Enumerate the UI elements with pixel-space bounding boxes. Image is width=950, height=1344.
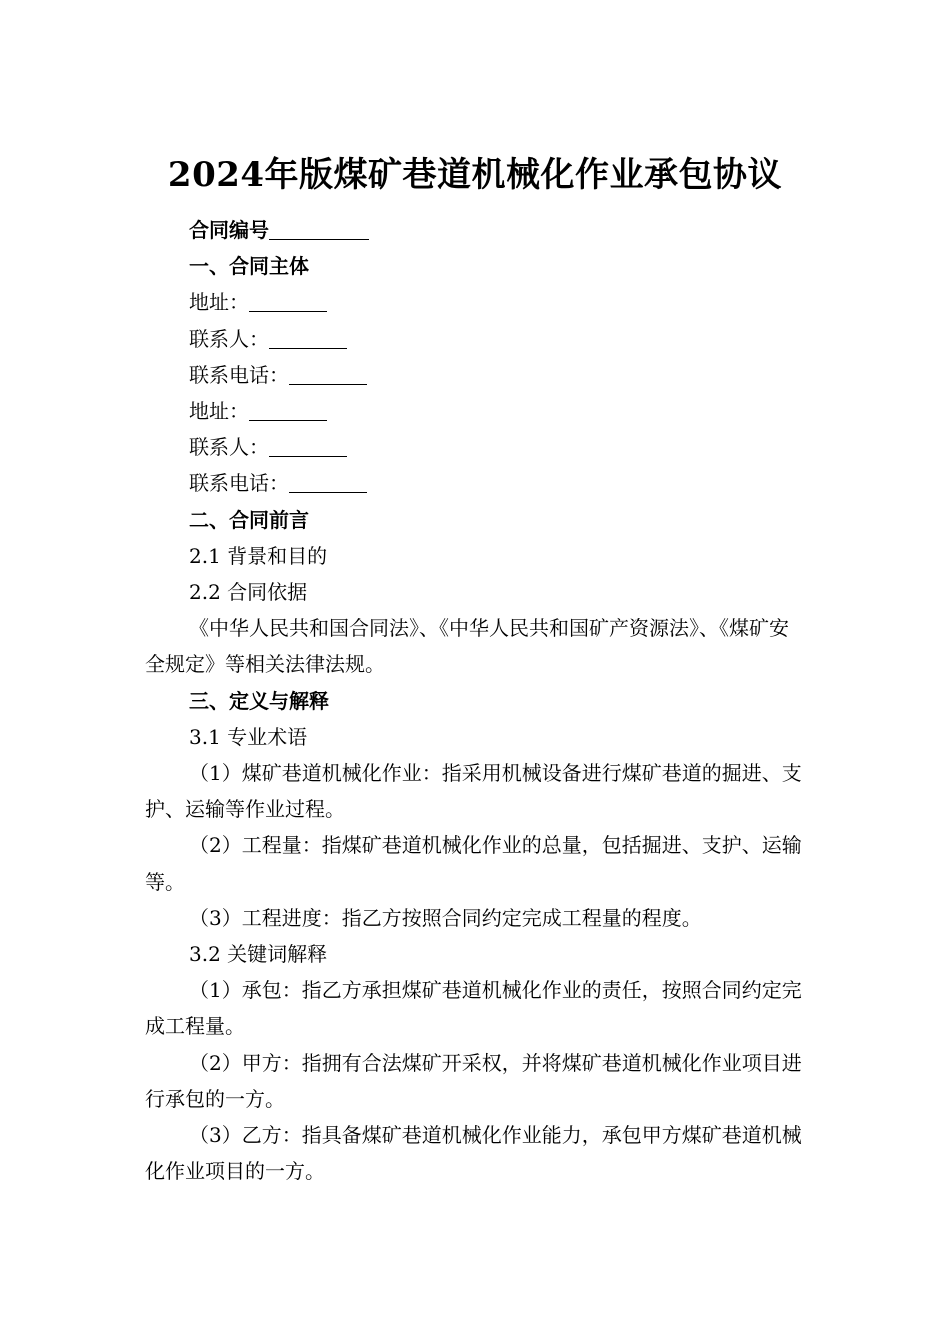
section-3-heading: 三、定义与解释 (189, 688, 329, 713)
party-a-address-label: 地址： (189, 290, 249, 315)
party-a-address-blank (249, 289, 327, 312)
party-b-phone-blank (289, 470, 367, 493)
term-1: （1）煤矿巷道机械化作业：指采用机械设备进行煤矿巷道的掘进、支护、运输等作业过程。 (145, 761, 802, 822)
party-a-phone-line (145, 357, 807, 393)
party-a-address-line (145, 284, 807, 320)
term-3: （3）工程进度：指乙方按照合同约定完成工程量的程度。 (189, 905, 702, 930)
document-body (145, 212, 807, 1189)
contract-basis-text: 《中华人民共和国合同法》、《中华人民共和国矿产资源法》、《煤矿安全规定》等相关法律法规。 (145, 616, 789, 677)
contract-number-label: 合同编号 (189, 218, 269, 242)
keyword-1: （1）承包：指乙方承担煤矿巷道机械化作业的责任，按照合同约定完成工程量。 (145, 978, 802, 1039)
party-b-contact-label: 联系人： (189, 435, 269, 460)
party-a-phone-label: 联系电话： (189, 362, 289, 387)
party-a-contact-label: 联系人： (189, 326, 269, 351)
section-2-heading: 二、合同前言 (189, 507, 309, 532)
party-b-phone-line (145, 465, 807, 501)
section-1-heading: 一、合同主体 (189, 254, 309, 279)
party-b-phone-label: 联系电话： (189, 471, 289, 496)
party-b-address-line (145, 393, 807, 429)
party-b-address-blank (249, 398, 327, 421)
party-a-contact-blank (269, 326, 347, 349)
term-2: （2）工程量：指煤矿巷道机械化作业的总量，包括掘进、支护、运输等。 (145, 833, 802, 894)
document-title: 2024年版煤矿巷道机械化作业承包协议 (167, 155, 783, 195)
party-b-address-label: 地址： (189, 399, 249, 424)
contract-number-line (145, 212, 807, 248)
party-b-contact-blank (269, 434, 347, 457)
section-2-item-1: 2.1 背景和目的 (189, 543, 328, 568)
party-a-phone-blank (289, 362, 367, 385)
section-3-sub-1: 3.1 专业术语 (189, 724, 308, 749)
contract-number-blank (269, 217, 369, 240)
party-b-contact-line (145, 429, 807, 465)
keyword-3: （3）乙方：指具备煤矿巷道机械化作业能力，承包甲方煤矿巷道机械化作业项目的一方。 (145, 1123, 802, 1184)
keyword-2: （2）甲方：指拥有合法煤矿开采权，并将煤矿巷道机械化作业项目进行承包的一方。 (145, 1050, 802, 1111)
section-2-item-2: 2.2 合同依据 (189, 580, 308, 605)
section-3-sub-2: 3.2 关键词解释 (189, 942, 328, 967)
party-a-contact-line (145, 321, 807, 357)
